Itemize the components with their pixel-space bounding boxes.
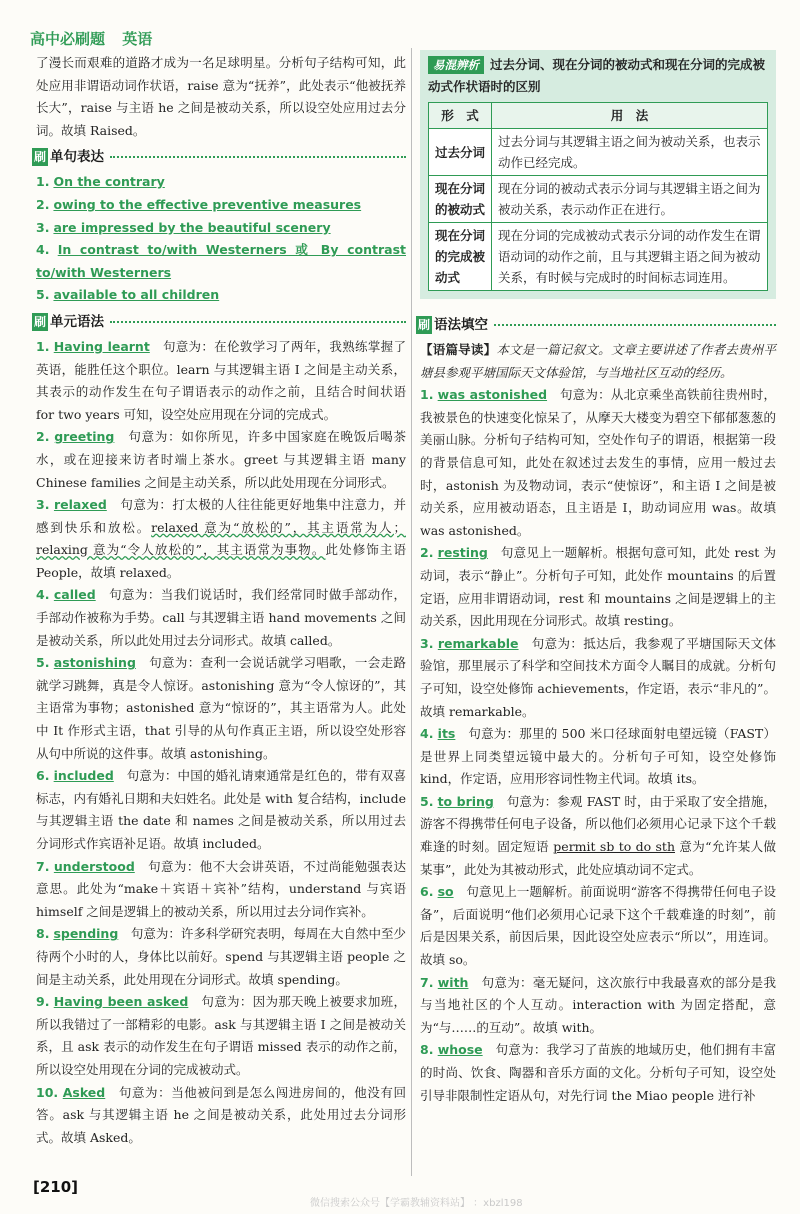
table-cell: 现在分词的完成被动式表示分词的动作发生在谓语动词的动作之前，且与其逻辑主语之间为被动关系，有时候与完成时的时间标志词连用。 bbox=[492, 223, 768, 291]
comparison-heading bbox=[428, 54, 768, 98]
subject-title: 英语 bbox=[122, 30, 153, 48]
section-badge: 刷 bbox=[33, 314, 46, 329]
list-item: 6. included 句意为：中国的婚礼请柬通常是红色的，带有双喜标志，内有婚礼日期和夫妇姓名。此处是 with 复合结构，include 与其逻辑主语 the date 和 names 之间是被动关系，所以用过去分词形式作宾语补足语。故填 included。 bbox=[36, 768, 406, 851]
page-header bbox=[30, 28, 410, 50]
list-item: 2. greeting 句意为：如你所见，许多中国家庭在晚饭后喝茶水，或在迎接来访者时端上茶水。greet 与其逻辑主语 many Chinese families 之间是主动关系，所以此处用现在分词形式。 bbox=[36, 429, 406, 490]
list-item: 5. to bring 句意为：参观 FAST 时，由于采取了安全措施，游客不得携带任何电子设备，所以他们必须用心记录下这个千载难逢的时刻。固定短语 permit sb to do sth 意为“允许某人做某事”，此处为其被动形式，此处应填动词不定式。 bbox=[420, 793, 776, 877]
list-item: 8. spending 句意为：许多科学研究表明，每周在大自然中至少待两个小时的人，身体比以前好。spend 与其逻辑主语 people 之间是主动关系，此处用现在分词形式。故填 spending。 bbox=[36, 926, 406, 987]
passage-intro: 【语篇导读】本文是一篇记叙文。文章主要讲述了作者去贵州平塘县参观平塘国际天文体验馆，与当地社区互动的经历。 bbox=[420, 342, 776, 380]
table-row bbox=[429, 129, 768, 176]
table-header-row bbox=[429, 103, 768, 129]
cloze-answers bbox=[420, 384, 776, 1107]
section-rule bbox=[110, 321, 406, 323]
list-item: 3. relaxed 句意为：打太极的人往往能更好地集中注意力，并感到快乐和放松。relaxed 意为“放松的”，其主语常为人；relaxing 意为“令人放松的”，其主语常为事物。此处修饰主语 People，故填 relaxed。 bbox=[36, 497, 406, 580]
list-item: 5. astonishing 句意为：查利一会说话就学习唱歌，一会走路就学习跳舞，真是令人惊讶。astonishing 意为“令人惊讶的”，其主语常为事物；astonished 意为“惊讶的”，其主语常为人。此处中 It 作形式主语，that 引导的从句作真正主语，所以设空处形容从句中所说的这件事。故填 astonishing。 bbox=[36, 655, 406, 761]
comparison-tag: 易混辨析 bbox=[428, 56, 484, 74]
list-item: 1. On the contrary bbox=[36, 174, 165, 190]
list-item: 10. Asked 句意为：当他被问到是怎么闯进房间的，他没有回答。ask 与其逻辑主语 he 之间是被动关系，此处用过去分词形式。故填 Asked。 bbox=[36, 1084, 406, 1145]
book-title: 高中必刷题 bbox=[30, 30, 106, 48]
section-badge: 刷 bbox=[33, 150, 46, 165]
list-item: 4. its 句意为：那里的 500 米口径球面射电望远镜（FAST）是世界上同类望远镜中最大的。分析句子可知，设空处修饰 kind，作定语，应用形容词性物主代词。故填 its。 bbox=[420, 726, 776, 787]
grammar-answers bbox=[36, 336, 406, 1149]
page-number: [210] bbox=[33, 1178, 79, 1196]
section-heading-sentences bbox=[32, 145, 406, 169]
section-heading-cloze bbox=[416, 313, 776, 337]
section-rule bbox=[110, 156, 406, 158]
list-item: 1. Having learnt 句意为：在伦敦学习了两年，我熟练掌握了英语，能胜任这个职位。learn 与其逻辑主语 I 之间是主动关系，其表示的动作发生在句子谓语表示的动作之前，且结合时间状语 for two years 可知，设空处应用现在分词的完成式。 bbox=[36, 338, 406, 422]
table-cell: 现在分词的完成被动式 bbox=[429, 223, 492, 291]
list-item: 2. resting 句意见上一题解析。根据句意可知，此处 rest 为动词，表示“静止”。分析句子可知，此处作 mountains 的后置定语，应用非谓语动词，rest 和 mountains 之间是逻辑上的主动关系，因此用现在分词形式。故填 resting。 bbox=[420, 545, 776, 629]
comparison-table bbox=[428, 102, 768, 291]
comparison-box bbox=[420, 50, 776, 299]
list-item: 7. understood 句意为：他不大会讲英语，不过尚能勉强表达意思。此处为“make＋宾语＋宾补”结构，understand 与宾语 himself 之间是逻辑上的被动关系，所以用过去分词作宾补。 bbox=[36, 858, 406, 919]
column-header: 形 式 bbox=[429, 103, 492, 129]
section-title: 单元语法 bbox=[50, 313, 104, 330]
table-cell: 现在分词的被动式 bbox=[429, 176, 492, 223]
section-title: 语法填空 bbox=[434, 316, 488, 333]
list-item: 1. was astonished 句意为：从北京乘坐高铁前往贵州时，我被景色的快速变化惊呆了，从摩天大楼变为碧空下郁郁葱葱的美丽山脉。分析句子结构可知，空处作句子的谓语，根据第一段的背景信息可知，此处在叙述过去发生的事情，应用一般过去时，astonish 为及物动词，表示“使惊讶”，和主语 I 之间是被动关系，应用被动语态，且主语是 I，助动词应用 was。故填 was astonished。 bbox=[420, 387, 776, 538]
section-badge: 刷 bbox=[417, 318, 430, 332]
comparison-title: 过去分词、现在分词的被动式和现在分词的完成被动式作状语时的区别 bbox=[428, 57, 766, 94]
list-item: 8. whose 句意为：我学习了苗族的地域历史，他们拥有丰富的时尚、饮食、陶器和音乐方面的文化。分析句子可知，设空处引导非限制性定语从句，对先行词 the Miao people 进行补 bbox=[420, 1042, 776, 1103]
left-column bbox=[33, 52, 406, 1149]
table-row bbox=[429, 223, 768, 291]
table-row bbox=[429, 176, 768, 223]
list-item: 5. available to all children bbox=[36, 287, 220, 303]
table-cell: 过去分词 bbox=[429, 129, 492, 176]
column-header: 用 法 bbox=[492, 103, 768, 129]
list-item: 3. are impressed by the beautiful scenery bbox=[36, 219, 331, 235]
list-item: 4. called 句意为：当我们说话时，我们经常同时做手部动作，手部动作被称为手势。call 与其逻辑主语 hand movements 之间是被动关系，所以此处用过去分词形式。故填 called。 bbox=[36, 587, 406, 648]
sentence-answers bbox=[36, 171, 406, 307]
list-item: 9. Having been asked 句意为：因为那天晚上被要求加班，所以我错过了一部精彩的电影。ask 与其逻辑主语 I 之间是被动关系，且 ask 表示的动作发生在句子谓语 missed 表示的动作之前，所以设空处用现在分词的完成被动式。 bbox=[36, 994, 406, 1077]
list-item: 2. owing to the effective preventive measures bbox=[36, 196, 362, 212]
section-heading-grammar bbox=[32, 310, 406, 334]
list-item: 7. with 句意为：毫无疑问，这次旅行中我最喜欢的部分是我与当地社区的个人互动。interaction with 为固定搭配，意为“与……的互动”。故填 with。 bbox=[420, 974, 776, 1035]
list-item: 6. so 句意见上一题解析。前面说明“游客不得携带任何电子设备”，后面说明“他们必须用心记录下这个千载难逢的时刻”，前后是因果关系，前因后果，因此设空处应表示“所以”，用连词。故填 so。 bbox=[420, 884, 776, 968]
list-item: 4. In contrast to/with Westerners 或 By contrast to/with Westerners bbox=[36, 242, 406, 280]
column-divider bbox=[411, 48, 412, 1176]
continued-paragraph: 了漫长而艰难的道路才成为一名足球明星。分析句子结构可知，此处应用非谓语动词作状语，raise 意为“抚养”，此处表示“他被抚养长大”，raise 与主语 he 之间是被动关系，所以设空处应用过去分词。故填 Raised。 bbox=[36, 55, 406, 138]
section-rule bbox=[494, 324, 776, 326]
section-title: 单句表达 bbox=[50, 149, 104, 166]
right-column bbox=[417, 50, 776, 1107]
table-cell: 现在分词的被动式表示分词与其逻辑主语之间为被动关系，表示动作正在进行。 bbox=[492, 176, 768, 223]
watermark: 微信搜索公众号【学霸教辅资料站】 ：xbzl198 bbox=[310, 1198, 523, 1209]
table-cell: 过去分词与其逻辑主语之间为被动关系，也表示动作已经完成。 bbox=[492, 129, 768, 176]
list-item: 3. remarkable 句意为：抵达后，我参观了平塘国际天文体验馆，那里展示了科学和空间技术方面令人瞩目的成就。分析句子可知，设空处修饰 achievements，作定语，表示“非凡的”。故填 remarkable。 bbox=[420, 635, 776, 719]
